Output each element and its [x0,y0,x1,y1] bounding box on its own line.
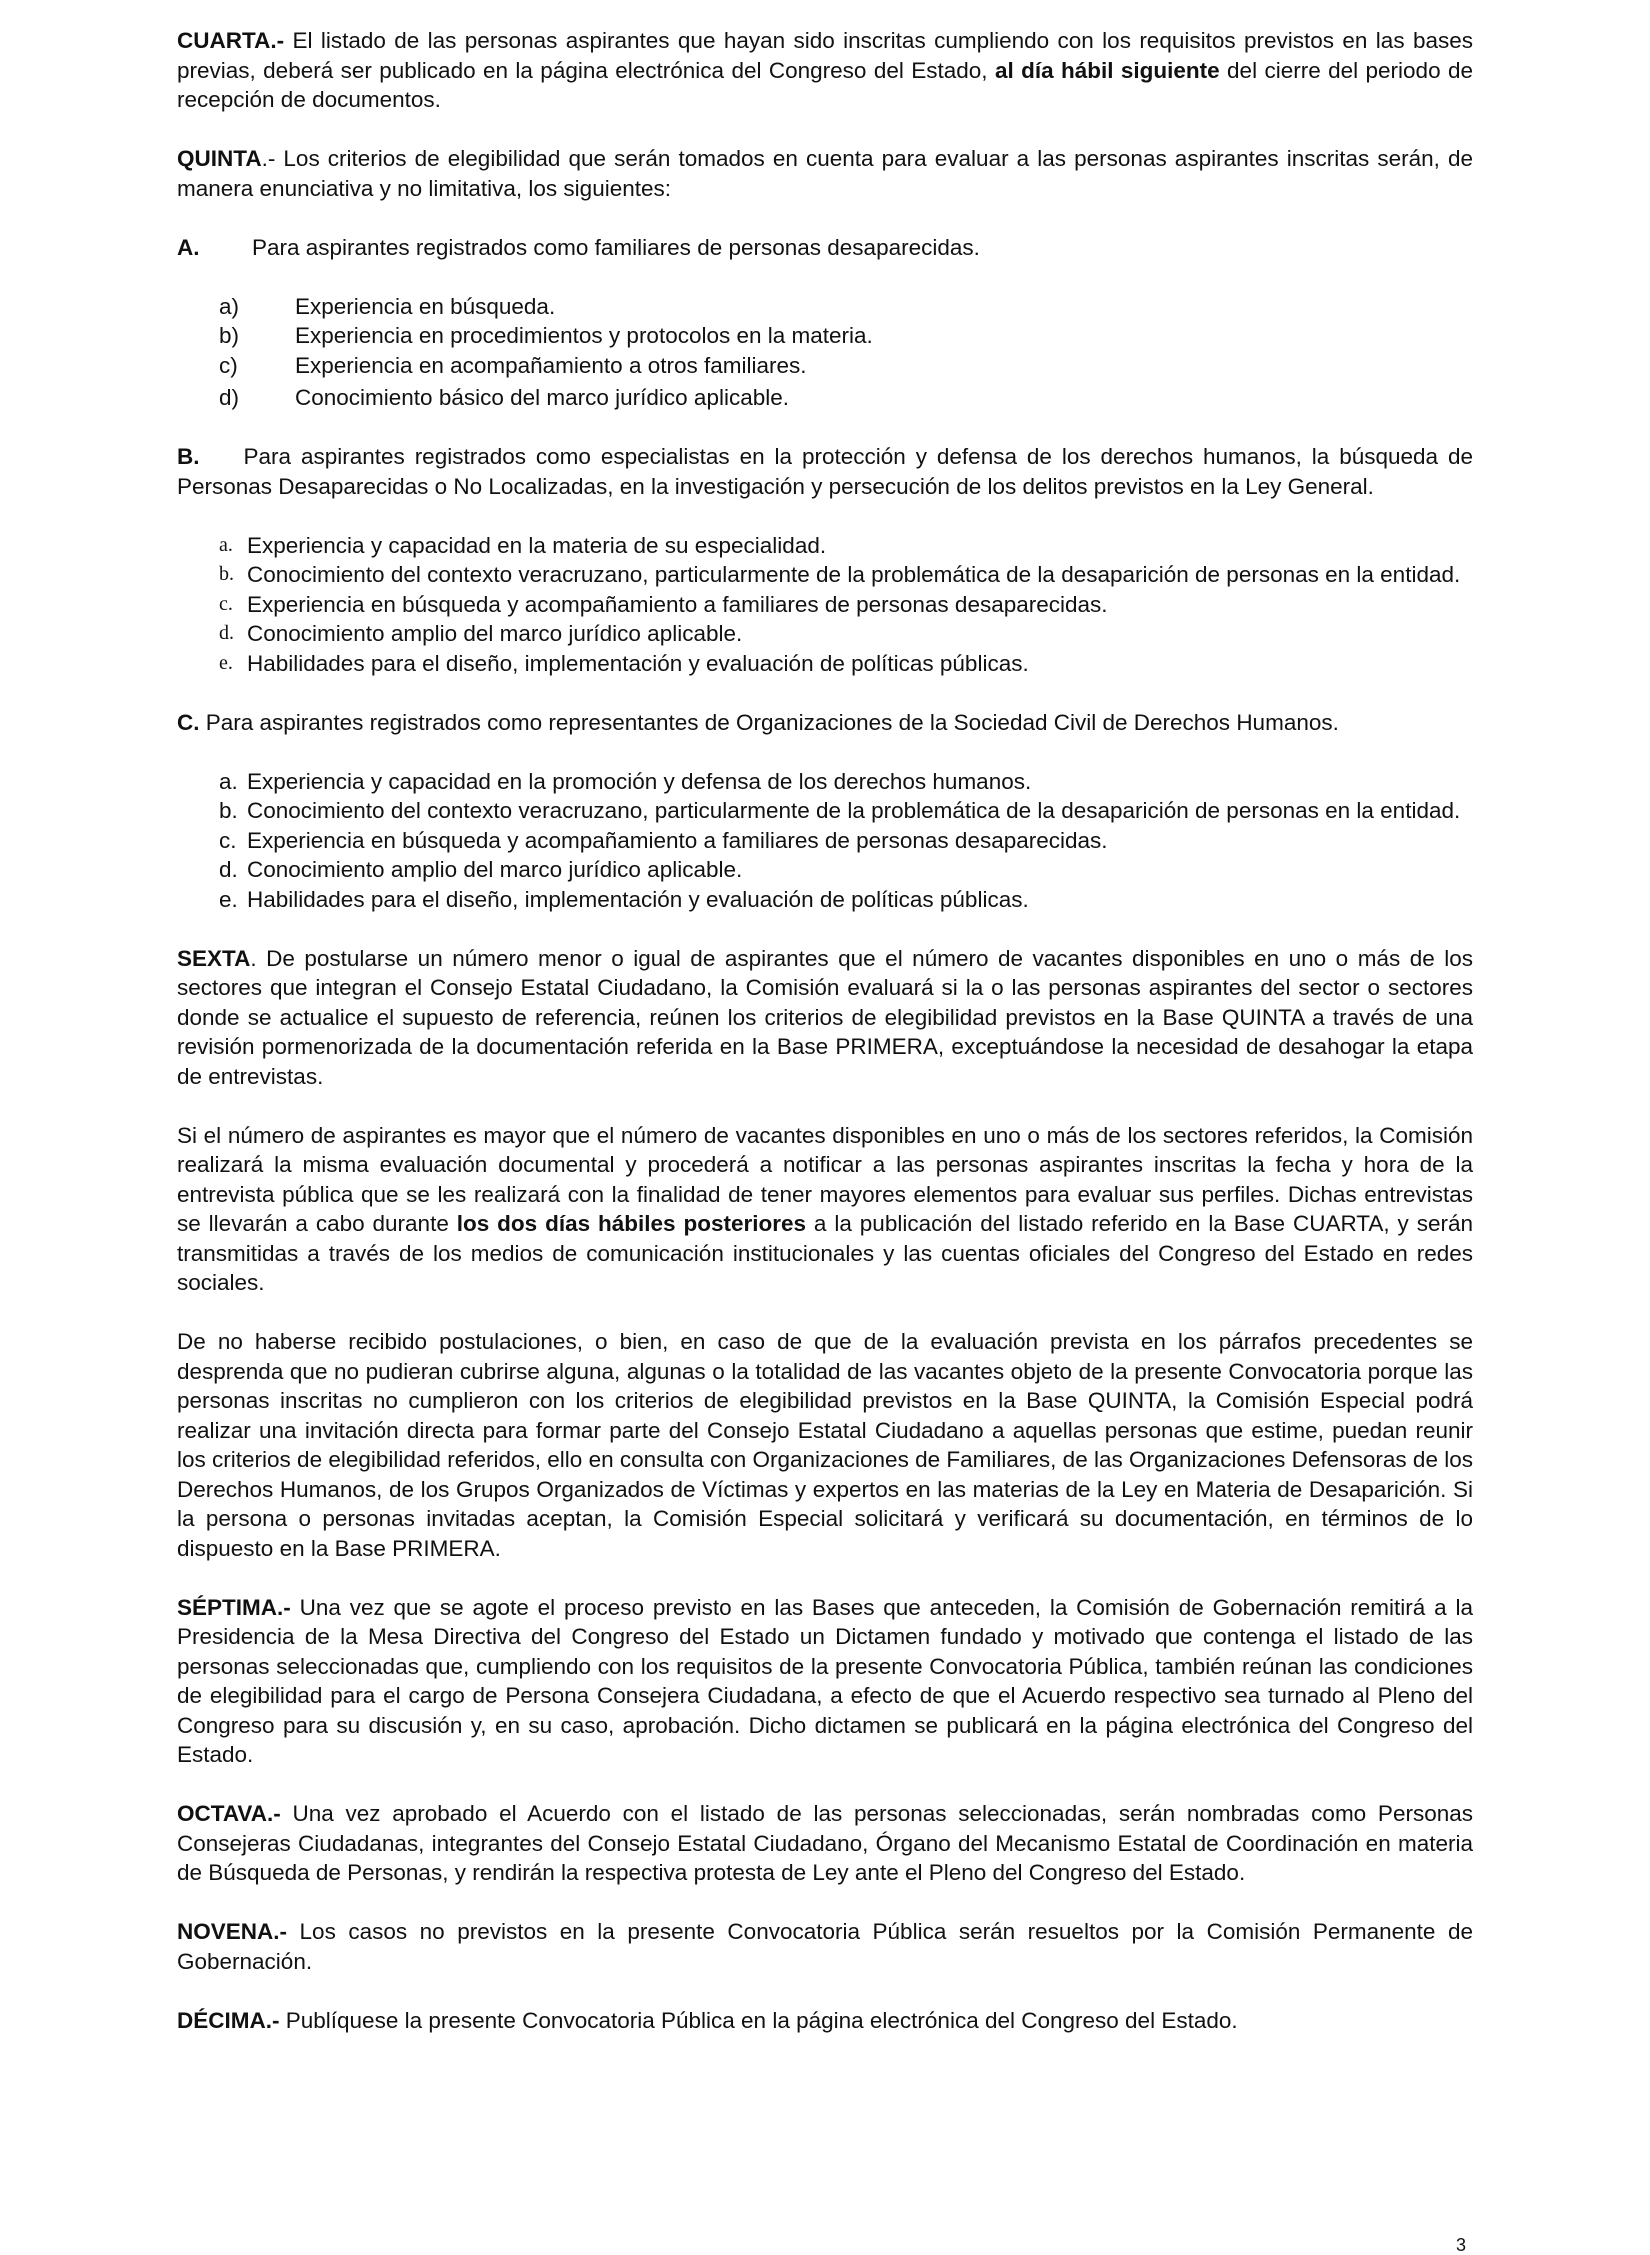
list-marker: c) [219,352,238,378]
list-marker: d. [219,857,238,882]
list-text: Experiencia en acompañamiento a otros familiares. [295,352,807,378]
base-octava-text: Una vez aprobado el Acuerdo con el listado de las personas seleccionadas, serán nombradas como Personas Consejeras Ciudadanas, integrantes del Consejo Estatal Ciudadano, Órgano del Mecanismo Estatal de Coordinación en materia de Búsqueda de Personas, y rendirán la respectiva protesta de Ley ante el Pleno del Congreso del Estado. [177,1801,1473,1885]
list-text: Experiencia en procedimientos y protocolos en la materia. [295,323,873,348]
list-text: Experiencia en búsqueda. [295,293,556,319]
base-novena-label: NOVENA.- [177,1919,288,1944]
base-octava-label: OCTAVA.- [177,1801,281,1826]
list-text: Experiencia en búsqueda y acompañamiento a familiares de personas desaparecidas. [247,591,1108,617]
base-septima [177,1593,1473,1770]
list-text: Conocimiento amplio del marco jurídico aplicable. [247,621,743,646]
paragraph-text: Si el número de aspirantes es mayor que el número de vacantes disponibles en uno o más de los sectores referidos, la Comisión realizará la misma evaluación documental y procederá a notificar a las personas aspirantes inscritas la fecha y hora de la entrevista pública que se les realizará con la finalidad de tener mayores elementos para evaluar sus perfiles. Dichas entrevistas se llevarán a cabo durante [177,1122,1473,1236]
base-septima-label: SÉPTIMA.- [177,1594,291,1620]
list-marker: b) [219,323,240,348]
section-c-marker: C. [177,709,200,735]
base-cuarta-text: El listado de las personas aspirantes que hayan sido inscritas cumpliendo con los requisitos previstos en las bases previas, deberá ser publicado en la página electrónica del Congreso del Estado, [177,28,1473,83]
base-quinta [177,144,1473,203]
base-decima [177,2006,1473,2036]
base-decima-label: DÉCIMA.- [177,2007,280,2033]
base-quinta-text: .- Los criterios de elegibilidad que serán tomados en cuenta para evaluar a las personas aspirantes inscritas serán, de manera enunciativa y no limitativa, los siguientes: [177,146,1473,201]
list-item [177,826,1473,856]
section-a-marker: A. [177,234,200,260]
paragraph-text-end: a la publicación del listado referido en la Base CUARTA, y serán transmitidas a través de los medios de comunicación institucionales y las cuentas oficiales del Congreso del Estado en redes sociales. [177,1211,1473,1295]
list-item [177,649,1473,679]
section-c-list [177,767,1473,915]
list-item [177,351,1473,381]
list-text: Experiencia y capacidad en la promoción y defensa de los derechos humanos. [247,768,1032,794]
section-a-heading [177,233,1473,263]
list-item [177,590,1473,620]
list-marker: c. [219,592,233,615]
base-quinta-label: QUINTA [177,146,262,171]
paragraph-bold: los dos días hábiles posteriores [456,1211,807,1236]
list-text: Conocimiento del contexto veracruzano, particularmente de la problemática de la desaparición de personas en la entidad. [247,798,1461,823]
section-c-heading [177,708,1473,738]
list-text: Habilidades para el diseño, implementación y evaluación de políticas públicas. [247,886,1029,912]
list-marker: a. [219,768,238,794]
list-text: Conocimiento del contexto veracruzano, particularmente de la problemática de la desaparición de personas en la entidad. [247,562,1461,587]
list-marker: c. [219,827,237,853]
list-marker: b. [219,563,234,585]
section-b-title: Para aspirantes registrados como especialistas en la protección y defensa de los derechos humanos, la búsqueda de Personas Desaparecidas o No Localizadas, en la investigación y persecución de los delitos previstos en la Ley General. [177,444,1473,499]
list-marker: b. [219,798,238,823]
list-text: Experiencia en búsqueda y acompañamiento a familiares de personas desaparecidas. [247,827,1108,853]
list-text: Experiencia y capacidad en la materia de su especialidad. [247,532,827,558]
base-sexta-paragraph-2 [177,1121,1473,1298]
base-sexta-paragraph-3: De no haberse recibido postulaciones, o bien, en caso de que de la evaluación prevista en los párrafos precedentes se desprenda que no pudieran cubrirse alguna, algunas o la totalidad de las vacantes objeto de la presente Convocatoria porque las personas inscritas no cumplieron con los criterios de elegibilidad previstos en la Base QUINTA, la Comisión Especial podrá realizar una invitación directa para formar parte del Consejo Estatal Ciudadano a aquellas personas que estime, puedan reunir los criterios de elegibilidad referidos, ello en consulta con Organizaciones de Familiares, de las Organizaciones Defensoras de los Derechos Humanos, de los Grupos Organizados de Víctimas y expertos en las materias de la Ley en Materia de Desaparición. Si la persona o personas invitadas aceptan, la Comisión Especial solicitará y verificará su documentación, en términos de lo dispuesto en la Base PRIMERA. [177,1329,1473,1561]
list-marker: a. [219,533,233,556]
list-item [177,383,1473,413]
section-b-marker: B. [177,444,200,469]
base-decima-text: Publíquese la presente Convocatoria Pública en la página electrónica del Congreso del Estado. [279,2007,1238,2033]
list-marker: d. [219,622,234,644]
list-marker: d) [219,385,240,410]
base-sexta [177,944,1473,1092]
base-cuarta-bold: al día hábil siguiente [994,57,1220,83]
list-marker: e. [219,886,238,912]
list-item [177,531,1473,561]
list-text: Habilidades para el diseño, implementación y evaluación de políticas públicas. [247,650,1029,676]
list-item [177,292,1473,322]
list-item [177,796,1473,826]
section-a-title: Para aspirantes registrados como familiares de personas desaparecidas. [252,234,980,260]
list-text: Conocimiento básico del marco jurídico aplicable. [295,385,790,410]
section-b-heading [177,442,1473,501]
list-item [177,767,1473,797]
section-a-list [177,292,1473,413]
base-cuarta [177,26,1473,115]
list-marker: a) [219,293,240,319]
list-item [177,560,1473,590]
base-cuarta-text-end: del cierre del periodo de recepción de documentos. [177,57,1474,112]
list-text: Conocimiento amplio del marco jurídico aplicable. [247,857,743,882]
base-octava [177,1799,1473,1888]
list-marker: e. [219,651,233,674]
page-number: 3 [1456,2235,1467,2255]
list-item [177,855,1473,885]
section-c-title: Para aspirantes registrados como representantes de Organizaciones de la Sociedad Civil de Derechos Humanos. [199,709,1339,735]
base-cuarta-label: CUARTA.- [177,28,285,53]
list-item [177,619,1473,649]
section-b-list [177,531,1473,679]
base-sexta-label: SEXTA [177,945,251,971]
base-novena-text: Los casos no previstos en la presente Convocatoria Pública serán resueltos por la Comisión Permanente de Gobernación. [177,1919,1473,1974]
base-sexta-text: . De postularse un número menor o igual de aspirantes que el número de vacantes disponibles en uno o más de los sectores que integran el Consejo Estatal Ciudadano, la Comisión evaluará si la o las personas aspirantes del sector o sectores donde se actualice el supuesto de referencia, reúnen los criterios de elegibilidad previstos en la Base QUINTA a través de una revisión pormenorizada de la documentación referida en la Base PRIMERA, exceptuándose la necesidad de desahogar la etapa de entrevistas. [177,945,1473,1089]
base-septima-text: Una vez que se agote el proceso previsto en las Bases que anteceden, la Comisión de Gobernación remitirá a la Presidencia de la Mesa Directiva del Congreso del Estado un Dictamen fundado y motivado que contenga el listado de las personas seleccionadas que, cumpliendo con los requisitos de la presente Convocatoria Pública, también reúnan las condiciones de elegibilidad para el cargo de Persona Consejera Ciudadana, a efecto de que el Acuerdo respectivo sea turnado al Pleno del Congreso para su discusión y, en su caso, aprobación. Dicho dictamen se publicará en la página electrónica del Congreso del Estado. [177,1594,1473,1767]
base-novena [177,1917,1473,1976]
document-page [177,26,1473,2065]
list-item [177,321,1473,351]
list-item [177,885,1473,915]
